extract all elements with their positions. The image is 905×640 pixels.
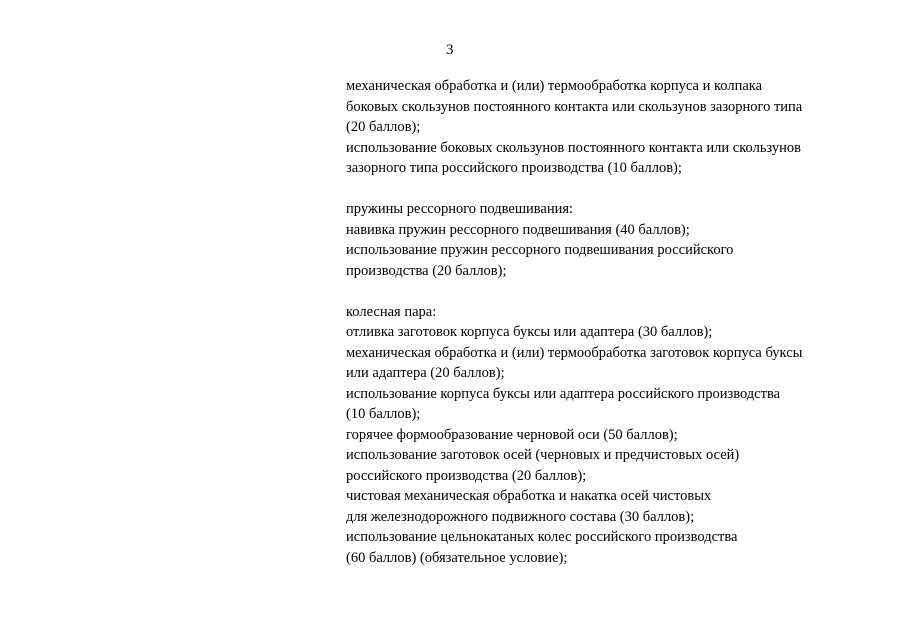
section-springs xyxy=(346,199,886,281)
text-line: чистовая механическая обработка и накатка осей чистовых xyxy=(346,488,712,504)
text-line: (10 баллов); xyxy=(346,406,421,422)
text-line: зазорного типа российского производства (10 баллов); xyxy=(346,160,682,176)
text-line: (20 баллов); xyxy=(346,119,421,135)
text-line: использование боковых скользунов постоянного контакта или скользунов xyxy=(346,139,801,156)
text-line: отливка заготовок корпуса буксы или адаптера (30 баллов); xyxy=(346,324,713,340)
text-line: для железнодорожного подвижного состава (30 баллов); xyxy=(346,508,695,525)
text-line: механическая обработка и (или) термообработка корпуса и колпака xyxy=(346,78,763,94)
text-line: навивка пружин рессорного подвешивания (40 баллов); xyxy=(346,221,690,238)
paragraph-gap xyxy=(346,179,886,200)
text-line: или адаптера (20 баллов); xyxy=(346,365,505,381)
text-line: использование заготовок осей (черновых и предчистовых осей) xyxy=(346,447,740,463)
text-line: (60 баллов) (обязательное условие); xyxy=(346,549,568,566)
section-side-bearers xyxy=(346,76,886,179)
section-heading: пружины рессорного подвешивания: xyxy=(346,201,574,217)
text-line: использование корпуса буксы или адаптера российского производства xyxy=(346,385,781,402)
text-line: российского производства (20 баллов); xyxy=(346,467,587,484)
paragraph-gap xyxy=(346,281,886,302)
section-wheelset xyxy=(346,302,886,569)
document-body xyxy=(346,76,886,568)
section-heading: колесная пара: xyxy=(346,303,437,320)
text-line: производства (20 баллов); xyxy=(346,262,507,279)
text-line: боковых скользунов постоянного контакта или скользунов зазорного типа xyxy=(346,98,803,115)
page-number: 3 xyxy=(446,42,454,58)
text-line: использование пружин рессорного подвешивания российского xyxy=(346,242,734,258)
text-line: механическая обработка и (или) термообработка заготовок корпуса буксы xyxy=(346,344,803,361)
text-line: использование цельнокатаных колес российского производства xyxy=(346,529,738,545)
text-line: горячее формообразование черновой оси (50 баллов); xyxy=(346,426,678,443)
